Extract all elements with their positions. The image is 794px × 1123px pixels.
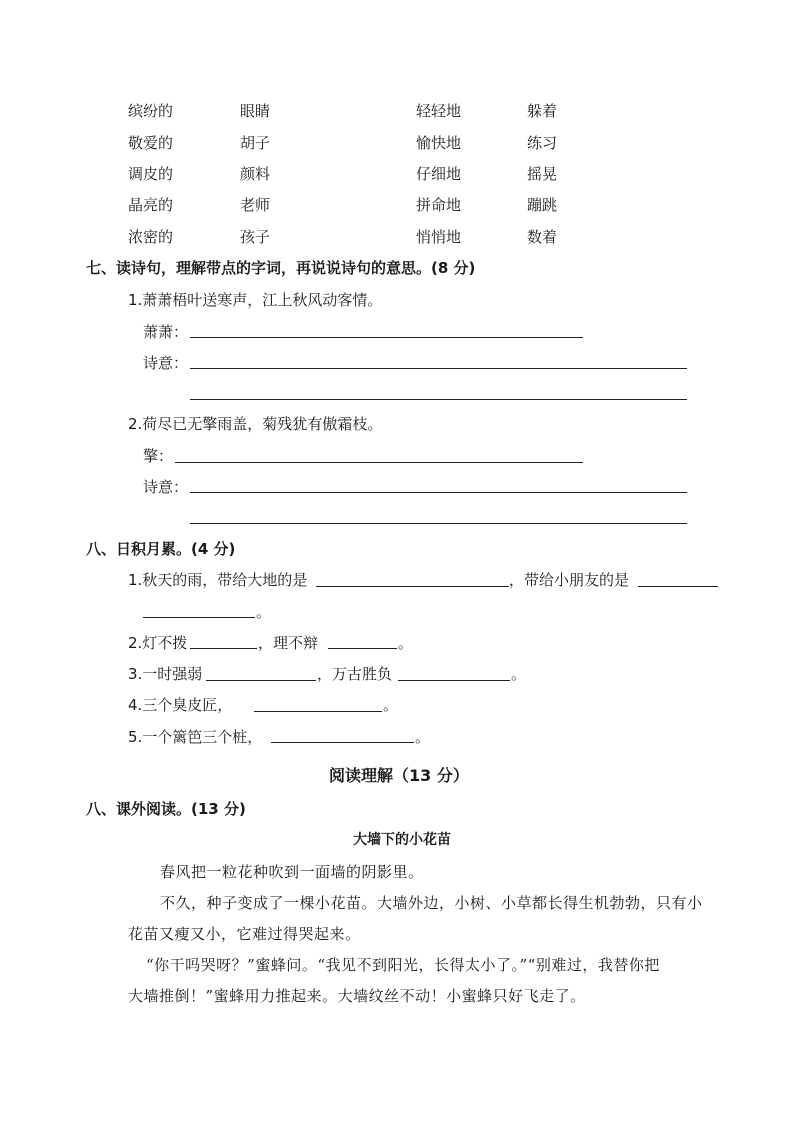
- poem-2-meaning-line-2[interactable]: [190, 523, 687, 524]
- noun-1: 眼睛: [240, 102, 271, 120]
- section-8-heading: 八、日积月累。(4 分): [86, 540, 236, 558]
- noun-5: 孩子: [240, 228, 271, 246]
- fill-1-blank-a[interactable]: [316, 586, 509, 587]
- fill-2-text-a: 2.灯不拨: [128, 634, 188, 652]
- fill-3-text-a: 3.一时强弱: [128, 665, 203, 683]
- adv-4: 拼命地: [416, 196, 462, 214]
- adj-4: 晶亮的: [128, 196, 174, 214]
- adv-3: 仔细地: [416, 165, 462, 183]
- fill-2-text-c: 。: [398, 634, 414, 652]
- adj-1: 缤纷的: [128, 102, 174, 120]
- fill-5-text-c: 。: [415, 728, 431, 746]
- fill-1-text-c: 。: [256, 603, 272, 621]
- fill-5-blank[interactable]: [271, 742, 414, 743]
- adv-5: 悄悄地: [416, 228, 462, 246]
- section-7-heading: 七、读诗句，理解带点的字词，再说说诗句的意思。(8 分): [86, 259, 476, 277]
- fill-5-text-a: 5.一个篱笆三个桩，: [128, 728, 263, 746]
- verb-1: 躲着: [527, 102, 558, 120]
- story-title: 大墙下的小花苗: [353, 832, 451, 848]
- fill-2-blank-b[interactable]: [328, 648, 397, 649]
- adv-2: 愉快地: [416, 134, 462, 152]
- verb-3: 摇晃: [527, 165, 558, 183]
- verb-4: 蹦跳: [527, 196, 558, 214]
- poem-1-word-label: 萧萧：: [143, 323, 189, 341]
- adj-3: 调皮的: [128, 165, 174, 183]
- poem-2-word-label: 擎：: [143, 447, 174, 465]
- poem-1: 1.萧萧梧叶送寒声，江上秋风动客情。: [128, 291, 383, 309]
- poem-2: 2.荷尽已无擎雨盖，菊残犹有傲霜枝。: [128, 415, 383, 433]
- reading-part-title: 阅读理解（13 分）: [329, 766, 469, 785]
- story-paragraph-2-line-2: 花苗又瘦又小，它难过得哭起来。: [128, 925, 361, 943]
- fill-3-blank-b[interactable]: [398, 680, 510, 681]
- poem-2-meaning-line-1[interactable]: [190, 492, 687, 493]
- poem-1-meaning-line-1[interactable]: [190, 368, 687, 369]
- fill-1-text-a: 1.秋天的雨，带给大地的是: [128, 571, 308, 589]
- fill-2-text-b: ，理不辩: [258, 634, 319, 652]
- fill-2-blank-a[interactable]: [190, 648, 257, 649]
- fill-1-blank-c[interactable]: [143, 617, 255, 618]
- poem-1-word-answer-line[interactable]: [190, 337, 583, 338]
- fill-4-text-a: 4.三个臭皮匠，: [128, 696, 233, 714]
- verb-2: 练习: [527, 134, 558, 152]
- adj-2: 敬爱的: [128, 134, 174, 152]
- adv-1: 轻轻地: [416, 102, 462, 120]
- poem-1-meaning-line-2[interactable]: [190, 399, 687, 400]
- fill-1-blank-b[interactable]: [638, 586, 718, 587]
- story-paragraph-3-line-1: “你干吗哭呀？”蜜蜂问。“我见不到阳光，长得太小了。”“别难过，我替你把: [146, 956, 660, 974]
- poem-2-word-answer-line[interactable]: [175, 462, 583, 463]
- fill-4-blank[interactable]: [254, 711, 382, 712]
- verb-5: 数着: [527, 228, 558, 246]
- story-paragraph-1: 春风把一粒花种吹到一面墙的阴影里。: [160, 863, 424, 881]
- noun-2: 胡子: [240, 134, 271, 152]
- adj-5: 浓密的: [128, 228, 174, 246]
- fill-1-text-b: ，带给小朋友的是: [509, 571, 630, 589]
- story-paragraph-3-line-2: 大墙推倒！”蜜蜂用力推起来。大墙纹丝不动！小蜜蜂只好飞走了。: [128, 987, 586, 1005]
- fill-3-blank-a[interactable]: [206, 680, 316, 681]
- story-paragraph-2-line-1: 不久，种子变成了一棵小花苗。大墙外边，小树、小草都长得生机勃勃，只有小: [160, 894, 703, 912]
- fill-3-text-b: ，万古胜负: [317, 665, 393, 683]
- poem-1-meaning-label: 诗意：: [143, 354, 189, 372]
- fill-4-text-c: 。: [383, 696, 399, 714]
- poem-2-meaning-label: 诗意：: [143, 478, 189, 496]
- noun-4: 老师: [240, 196, 271, 214]
- reading-heading: 八、课外阅读。(13 分): [86, 800, 246, 818]
- noun-3: 颜料: [240, 165, 271, 183]
- fill-3-text-c: 。: [511, 665, 527, 683]
